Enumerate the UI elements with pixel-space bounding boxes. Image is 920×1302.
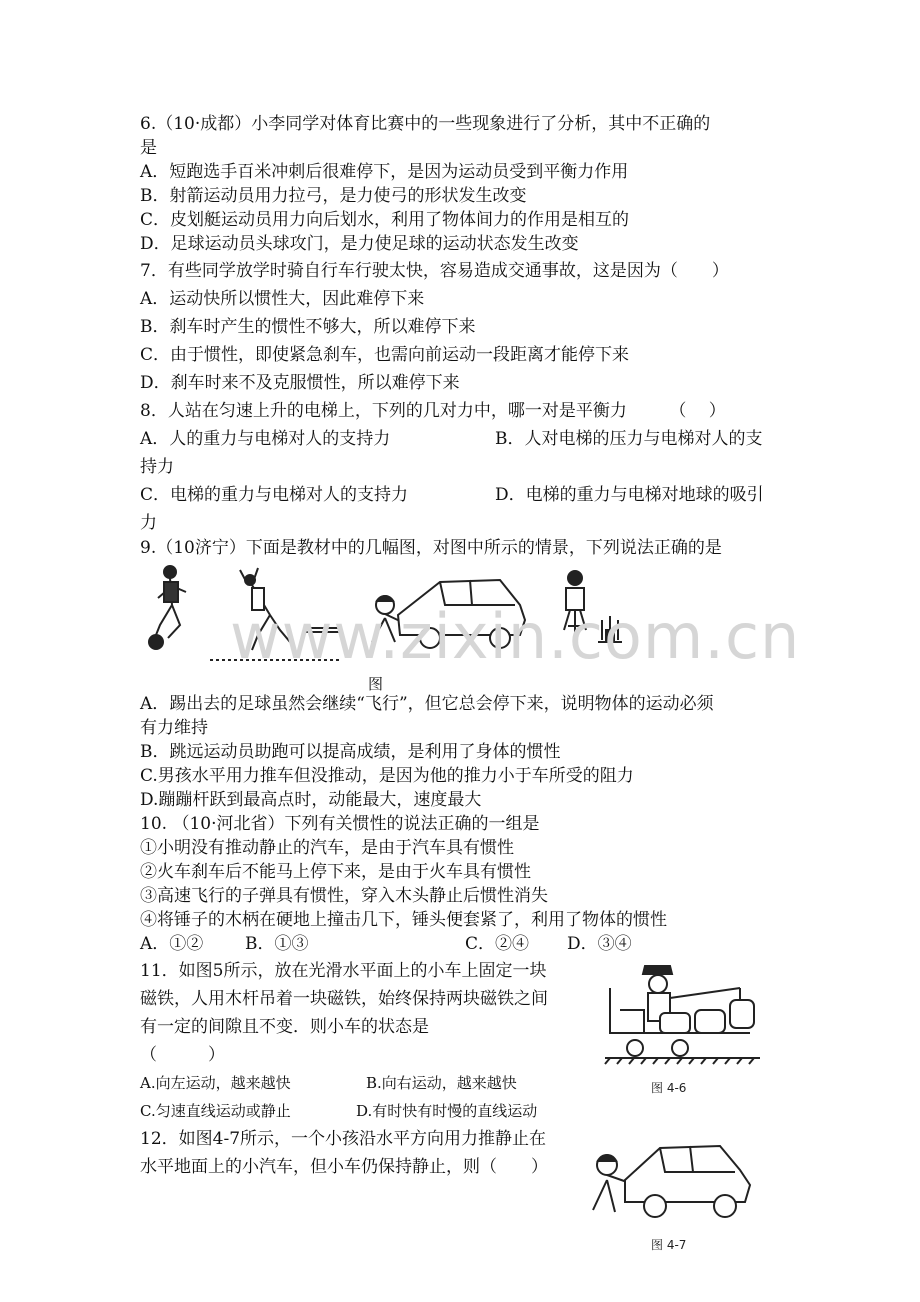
q9-option-a-line1: A．踢出去的足球虽然会继续“飞行”，但它总会停下来，说明物体的运动必须	[140, 694, 714, 714]
q7-option-a: A．运动快所以惯性大，因此难停下来	[140, 289, 425, 309]
q10-option-a: A．①②	[140, 934, 204, 954]
q10-option-c: C．②④	[465, 934, 530, 954]
q11-option-c: C.匀速直线运动或静止	[140, 1102, 291, 1120]
q10-stem: 10. （10·河北省）下列有关惯性的说法正确的一组是	[140, 814, 540, 834]
q8-option-b-line1: B．人对电梯的压力与电梯对人的支	[495, 429, 763, 449]
q10-option-d: D．③④	[567, 934, 632, 954]
q9-figure-label: 图	[368, 675, 384, 693]
q9-option-c: C.男孩水平用力推车但没推动，是因为他的推力小于车所受的阻力	[140, 766, 634, 786]
q11-stem-line2: 磁铁，人用木杆吊着一块磁铁，始终保持两块磁铁之间	[140, 989, 548, 1009]
q6-option-b: B．射箭运动员用力拉弓，是力使弓的形状发生改变	[140, 186, 527, 206]
q11-stem-line1: 11．如图5所示，放在光滑水平面上的小车上固定一块	[140, 961, 547, 981]
q7-option-b: B．刹车时产生的惯性不够大，所以难停下来	[140, 317, 476, 337]
q11-option-a: A.向左运动，越来越快	[140, 1074, 291, 1092]
q10-statement-1: ①小明没有推动静止的汽车，是由于汽车具有惯性	[140, 838, 514, 858]
q10-option-b: B．①③	[245, 934, 309, 954]
q6-option-c: C．皮划艇运动员用力向后划水，利用了物体间力的作用是相互的	[140, 210, 630, 230]
q9-option-d: D.蹦蹦杆跃到最高点时，动能最大，速度最大	[140, 790, 482, 810]
q10-statement-3: ③高速飞行的子弹具有惯性，穿入木头静止后惯性消失	[140, 886, 548, 906]
q6-stem-line1: 6.（10·成都）小李同学对体育比赛中的一些现象进行了分析，其中不正确的	[140, 114, 711, 134]
soccer-player-illustration	[149, 566, 186, 649]
q12-stem-line1: 12．如图4-7所示，一个小孩沿水平方向用力推静止在	[140, 1129, 547, 1149]
q9-stem: 9.（10济宁）下面是教材中的几幅图，对图中所示的情景，下列说法正确的是	[140, 538, 722, 558]
q8-option-d-line1: D．电梯的重力与电梯对地球的吸引	[495, 485, 764, 505]
q8-option-d-line2: 力	[140, 513, 157, 533]
q10-statement-4: ④将锤子的木柄在硬地上撞击几下，锤头便套紧了，利用了物体的惯性	[140, 910, 667, 930]
q8-stem: 8．人站在匀速上升的电梯上，下列的几对力中，哪一对是平衡力 （ ）	[140, 401, 726, 421]
figure-4-7-boy-pushing-car	[585, 1140, 755, 1228]
q11-stem-line3: 有一定的间隙且不变．则小车的状态是	[140, 1017, 429, 1037]
q11-answer-paren: （ ）	[140, 1045, 225, 1065]
figure-4-6-magnet-cart	[600, 958, 765, 1070]
q12-stem-line2: 水平地面上的小汽车，但小车仍保持静止，则（ ）	[140, 1157, 548, 1177]
q11-option-b: B.向右运动，越来越快	[366, 1074, 517, 1092]
q9-option-b: B．跳远运动员助跑可以提高成绩，是利用了身体的惯性	[140, 742, 561, 762]
watermark-text: www.zixin.com.cn	[230, 600, 801, 673]
q7-option-d: D．刹车时来不及克服惯性，所以难停下来	[140, 373, 460, 393]
q7-option-c: C．由于惯性，即使紧急刹车，也需向前运动一段距离才能停下来	[140, 345, 630, 365]
q11-option-d: D.有时快有时慢的直线运动	[356, 1102, 538, 1120]
figure-4-6-caption: 图 4-6	[651, 1081, 687, 1095]
q8-option-b-line2: 持力	[140, 457, 174, 477]
q6-stem-line2: 是	[140, 138, 157, 158]
q8-option-a: A．人的重力与电梯对人的支持力	[140, 429, 391, 449]
figure-4-7-caption: 图 4-7	[651, 1238, 687, 1252]
q7-stem: 7．有些同学放学时骑自行车行驶太快，容易造成交通事故，这是因为（ ）	[140, 261, 729, 281]
q10-statement-2: ②火车刹车后不能马上停下来，是由于火车具有惯性	[140, 862, 531, 882]
q6-option-d: D．足球运动员头球攻门，是力使足球的运动状态发生改变	[140, 234, 579, 254]
q8-option-c: C．电梯的重力与电梯对人的支持力	[140, 485, 409, 505]
q6-option-a: A．短跑选手百米冲刺后很难停下，是因为运动员受到平衡力作用	[140, 162, 629, 182]
q9-option-a-line2: 有力维持	[140, 718, 208, 738]
